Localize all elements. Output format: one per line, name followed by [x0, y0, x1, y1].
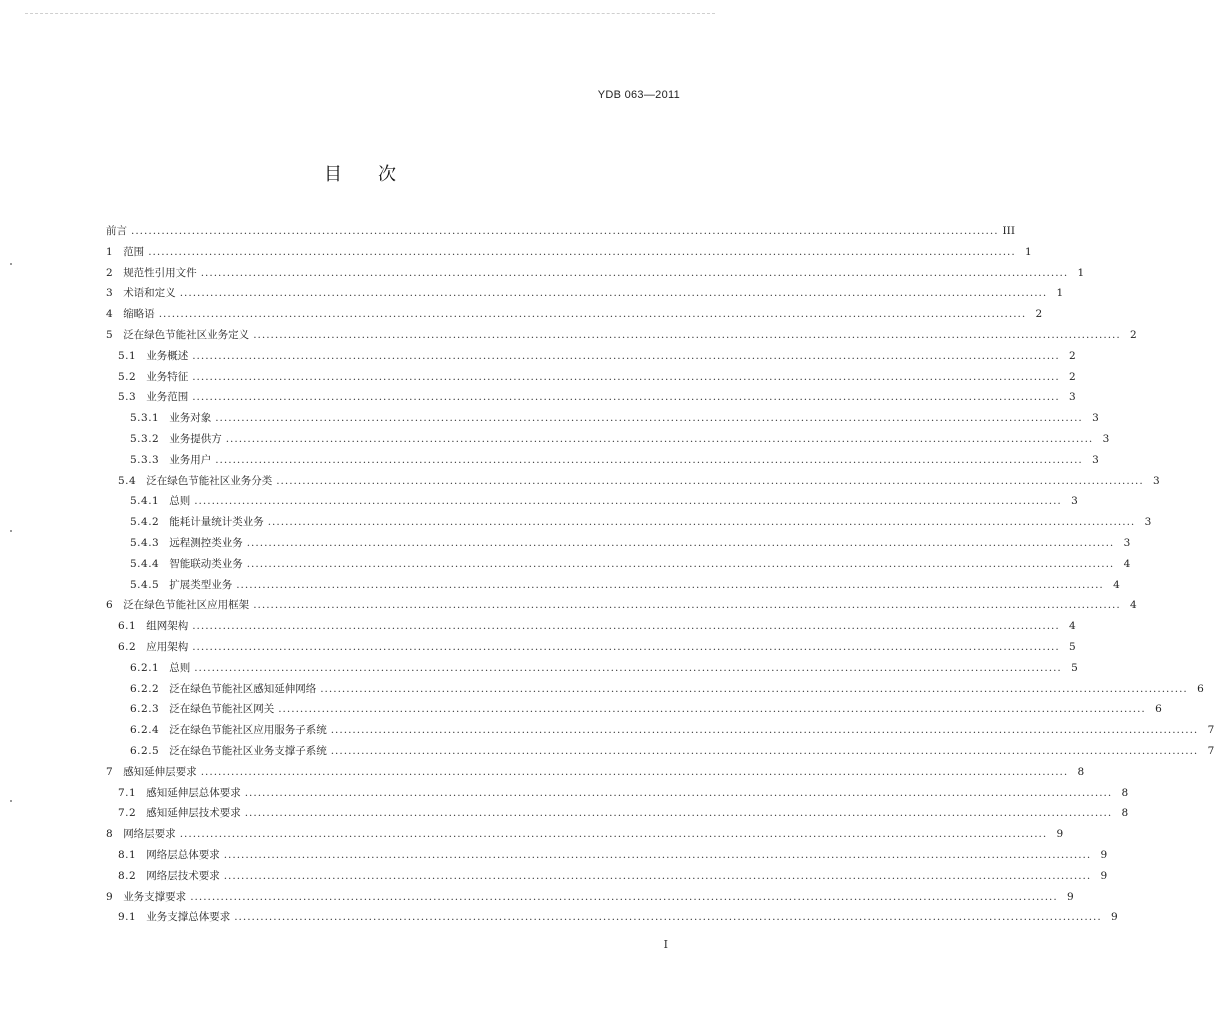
toc-entry-title: 总则 [169, 661, 191, 674]
toc-entry-number: 5.3.1 [130, 412, 160, 425]
toc-entry-title: 智能联动类业务 [169, 557, 243, 570]
toc-entry-title: 业务概述 [146, 349, 189, 362]
toc-entry-title: 业务用户 [169, 453, 212, 466]
toc-entry[interactable] [106, 364, 1076, 384]
toc-entry-title: 网络层技术要求 [146, 869, 220, 882]
toc-entry-page: 3 [1071, 495, 1078, 508]
toc-entry-page: 3 [1092, 453, 1099, 466]
toc-leader-dots: ........................................................................................................................................................................................................ [192, 641, 1060, 653]
toc-entry-page: 9 [1067, 890, 1074, 903]
toc-leader-dots: ........................................................................................................................................................................................................ [244, 807, 1113, 820]
toc-entry-number: 1 [106, 245, 114, 258]
toc-entry[interactable] [106, 239, 1032, 259]
toc-entry[interactable] [106, 634, 1076, 654]
toc-entry-page: 8 [1121, 786, 1129, 799]
margin-mark [10, 800, 12, 802]
toc-entry[interactable] [106, 904, 1118, 924]
toc-entry-number: 6.2.5 [130, 745, 160, 757]
toc-entry-title: 组网架构 [146, 620, 189, 633]
toc-entry-number: 5.4.3 [130, 537, 160, 549]
toc-entry-title: 泛在绿色节能社区业务定义 [123, 329, 250, 341]
toc-entry-number: 6.2.4 [130, 724, 160, 737]
toc-entry-number: 8.2 [118, 869, 137, 882]
toc-entry-page: 4 [1130, 599, 1137, 612]
toc-entry[interactable] [106, 738, 1214, 758]
toc-entry[interactable] [106, 676, 1204, 696]
margin-mark [10, 263, 12, 265]
toc-entry-number: 5.3.2 [130, 433, 160, 445]
toc-entry-title: 业务支撑总体要求 [146, 911, 231, 924]
toc-entry[interactable] [106, 218, 1015, 238]
toc-leader-dots: ........................................................................................................................................................................................................ [192, 370, 1060, 383]
toc-entry[interactable] [106, 863, 1108, 883]
toc-entry-page: 3 [1123, 537, 1131, 549]
toc-entry-page: 5 [1071, 661, 1078, 674]
toc-entry-page: 2 [1069, 349, 1076, 362]
toc-entry-title: 范围 [123, 245, 145, 258]
toc-entry-number: 6.2.1 [130, 661, 160, 674]
toc-entry-title: 泛在绿色节能社区网关 [169, 703, 275, 716]
toc-entry-title: 感知延伸层要求 [123, 765, 197, 778]
toc-entry-number: 2 [106, 266, 114, 279]
toc-entry-number: 8 [106, 828, 114, 841]
toc-entry-title: 缩略语 [123, 308, 155, 321]
toc-entry[interactable] [106, 343, 1076, 363]
standard-number: YDB 063—2011 [597, 89, 680, 101]
toc-entry[interactable] [106, 405, 1099, 425]
toc-entry-page: 9 [1056, 828, 1064, 841]
toc-entry-title: 应用架构 [146, 641, 189, 653]
toc-entry-page: 9 [1100, 849, 1108, 861]
toc-leader-dots: ........................................................................................................................................................................................................ [192, 620, 1060, 633]
toc-entry-page: 3 [1092, 412, 1099, 425]
toc-entry[interactable] [106, 572, 1120, 592]
toc-entry-page: 6 [1155, 703, 1162, 716]
toc-entry[interactable] [106, 759, 1085, 779]
toc-leader-dots: ........................................................................................................................................................................................................ [131, 225, 999, 237]
toc-entry-title: 能耗计量统计类业务 [169, 516, 264, 529]
toc-entry-title: 总则 [169, 495, 191, 508]
toc-entry-title: 业务范围 [146, 391, 189, 404]
toc-entry-page: 2 [1130, 329, 1137, 341]
toc-entry-page: III [1002, 225, 1015, 237]
toc-entry-number: 5.3 [118, 391, 137, 404]
toc-entry-page: 8 [1077, 765, 1085, 778]
page-number: I [663, 938, 668, 951]
toc-entry-number: 9.1 [118, 911, 137, 924]
toc-entry-page: 3 [1102, 433, 1110, 445]
toc-leader-dots: ........................................................................................................................................................................................................ [234, 911, 1102, 924]
toc-entry[interactable] [106, 592, 1137, 612]
toc-entry-number: 6.1 [118, 620, 137, 633]
toc-entry[interactable] [106, 842, 1108, 862]
toc-leader-dots: ........................................................................................................................................................................................................ [200, 266, 1069, 279]
toc-entry-number: 5.1 [118, 349, 137, 362]
toc-entry-number: 7 [106, 765, 114, 778]
toc-entry-page: 9 [1111, 911, 1118, 924]
toc-entry[interactable] [106, 717, 1214, 737]
toc-entry-number: 5.4.1 [130, 495, 160, 508]
toc-entry-page: 5 [1069, 641, 1076, 653]
toc-entry-title: 泛在绿色节能社区业务支撑子系统 [169, 745, 327, 757]
toc-entry-title: 感知延伸层技术要求 [146, 807, 241, 820]
toc-entry-title: 规范性引用文件 [123, 266, 197, 279]
toc-entry[interactable] [106, 426, 1110, 446]
toc-entry-number: 4 [106, 308, 114, 321]
toc-leader-dots: ........................................................................................................................................................................................................ [194, 495, 1062, 508]
page-title: 目次 [324, 164, 432, 185]
toc-entry[interactable] [106, 468, 1160, 488]
toc-entry-title: 网络层总体要求 [146, 849, 220, 861]
toc-entry[interactable] [106, 301, 1043, 321]
toc-entry-number: 5.2 [118, 370, 137, 383]
toc-leader-dots: ........................................................................................................................................................................................................ [278, 703, 1146, 716]
toc-leader-dots: ........................................................................................................................................................................................................ [179, 287, 1048, 300]
toc-entry-number: 6.2 [118, 641, 137, 653]
toc-leader-dots: ........................................................................................................................................................................................................ [192, 391, 1060, 404]
toc-entry-page: 1 [1025, 245, 1032, 258]
toc-leader-dots: ........................................................................................................................................................................................................ [253, 329, 1121, 341]
toc-entry[interactable] [106, 322, 1137, 342]
toc-leader-dots: ........................................................................................................................................................................................................ [158, 308, 1027, 321]
toc-entry-number: 7.1 [118, 786, 137, 799]
toc-leader-dots: ........................................................................................................................................................................................................ [244, 786, 1113, 799]
toc-leader-dots: ........................................................................................................................................................................................................ [215, 453, 1083, 466]
toc-entry-number: 5.3.3 [130, 453, 160, 466]
toc-entry-page: 9 [1100, 869, 1108, 882]
toc-entry[interactable] [106, 551, 1131, 571]
toc-leader-dots: ........................................................................................................................................................................................................ [330, 745, 1199, 757]
toc-entry-title: 业务提供方 [169, 433, 222, 445]
toc-entry-number: 5.4.5 [130, 578, 160, 591]
toc-entry[interactable] [106, 821, 1064, 841]
toc-entry-number: 7.2 [118, 807, 137, 820]
toc-entry-title: 泛在绿色节能社区感知延伸网络 [169, 682, 317, 695]
toc-entry-page: 3 [1153, 474, 1160, 487]
toc-entry[interactable] [106, 780, 1129, 800]
toc-entry-number: 3 [106, 287, 114, 300]
toc-leader-dots: ........................................................................................................................................................................................................ [179, 828, 1048, 841]
margin-mark [10, 530, 12, 532]
toc-entry-title: 泛在绿色节能社区业务分类 [146, 474, 273, 487]
toc-entry-page: 2 [1069, 370, 1076, 383]
toc-entry-title: 业务特征 [146, 370, 189, 383]
toc-entry-title: 扩展类型业务 [169, 578, 233, 591]
toc-entry[interactable] [106, 884, 1074, 904]
toc-leader-dots: ........................................................................................................................................................................................................ [276, 474, 1144, 487]
toc-entry[interactable] [106, 260, 1085, 280]
toc-leader-dots: ........................................................................................................................................................................................................ [267, 516, 1136, 529]
toc-entry-title: 泛在绿色节能社区应用框架 [123, 599, 250, 612]
toc-leader-dots: ........................................................................................................................................................................................................ [330, 724, 1199, 737]
toc-entry-number: 5.4.2 [130, 516, 160, 529]
toc-entry-page: 4 [1113, 578, 1120, 591]
toc-entry-page: 6 [1197, 682, 1204, 695]
toc-entry[interactable] [106, 530, 1131, 550]
toc-entry-page: 7 [1207, 745, 1214, 757]
toc-entry-page: 1 [1077, 266, 1085, 279]
toc-leader-dots: ........................................................................................................................................................................................................ [200, 765, 1069, 778]
toc-entry-number: 6.2.3 [130, 703, 160, 716]
toc-leader-dots: ........................................................................................................................................................................................................ [215, 412, 1083, 425]
toc-entry-title: 业务支撑要求 [123, 890, 187, 903]
toc-leader-dots: ........................................................................................................................................................................................................ [192, 349, 1060, 362]
toc-entry-page: 7 [1207, 724, 1214, 737]
toc-entry-title: 泛在绿色节能社区应用服务子系统 [169, 724, 327, 737]
toc-entry-page: 1 [1056, 287, 1064, 300]
toc-entry[interactable] [106, 509, 1152, 529]
toc-entry-page: 4 [1069, 620, 1076, 633]
toc-leader-dots: ........................................................................................................................................................................................................ [225, 433, 1094, 445]
toc-leader-dots: ........................................................................................................................................................................................................ [190, 890, 1058, 903]
toc-entry-number: 5.4 [118, 474, 137, 487]
toc-entry-number: 6 [106, 599, 114, 612]
toc-leader-dots: ........................................................................................................................................................................................................ [246, 537, 1115, 549]
toc-entry-page: 3 [1144, 516, 1152, 529]
toc-entry-title: 远程测控类业务 [169, 537, 243, 549]
toc-entry[interactable] [106, 280, 1064, 300]
toc-entry-number: 6.2.2 [130, 682, 160, 695]
toc-leader-dots: ........................................................................................................................................................................................................ [236, 578, 1104, 591]
toc-entry-title: 网络层要求 [123, 828, 176, 841]
toc-leader-dots: ........................................................................................................................................................................................................ [246, 557, 1115, 570]
toc-entry-title: 术语和定义 [123, 287, 176, 300]
toc-leader-dots: ........................................................................................................................................................................................................ [223, 849, 1092, 861]
toc-entry[interactable] [106, 800, 1129, 820]
toc-entry-number: 5.4.4 [130, 557, 160, 570]
toc-leader-dots: ........................................................................................................................................................................................................ [148, 245, 1016, 258]
toc-entry-title: 感知延伸层总体要求 [146, 786, 241, 799]
toc-entry[interactable] [106, 613, 1076, 633]
toc-entry-title: 前言 [106, 225, 127, 237]
toc-entry[interactable] [106, 696, 1162, 716]
toc-entry-number: 9 [106, 890, 114, 903]
toc-leader-dots: ........................................................................................................................................................................................................ [194, 661, 1062, 674]
toc-entry-page: 2 [1035, 308, 1043, 321]
toc-entry-number: 5 [106, 329, 114, 341]
toc-entry[interactable] [106, 447, 1099, 467]
toc-entry-page: 3 [1069, 391, 1076, 404]
toc-leader-dots: ........................................................................................................................................................................................................ [320, 682, 1188, 695]
toc-entry[interactable] [106, 384, 1076, 404]
toc-leader-dots: ........................................................................................................................................................................................................ [253, 599, 1121, 612]
toc-entry-title: 业务对象 [169, 412, 212, 425]
toc-entry-page: 4 [1123, 557, 1131, 570]
toc-entry[interactable] [106, 488, 1078, 508]
toc-leader-dots: ........................................................................................................................................................................................................ [223, 869, 1092, 882]
toc-entry-number: 8.1 [118, 849, 137, 861]
toc-entry[interactable] [106, 655, 1078, 675]
toc-entry-page: 8 [1121, 807, 1129, 820]
scan-artifact-line [25, 13, 715, 14]
